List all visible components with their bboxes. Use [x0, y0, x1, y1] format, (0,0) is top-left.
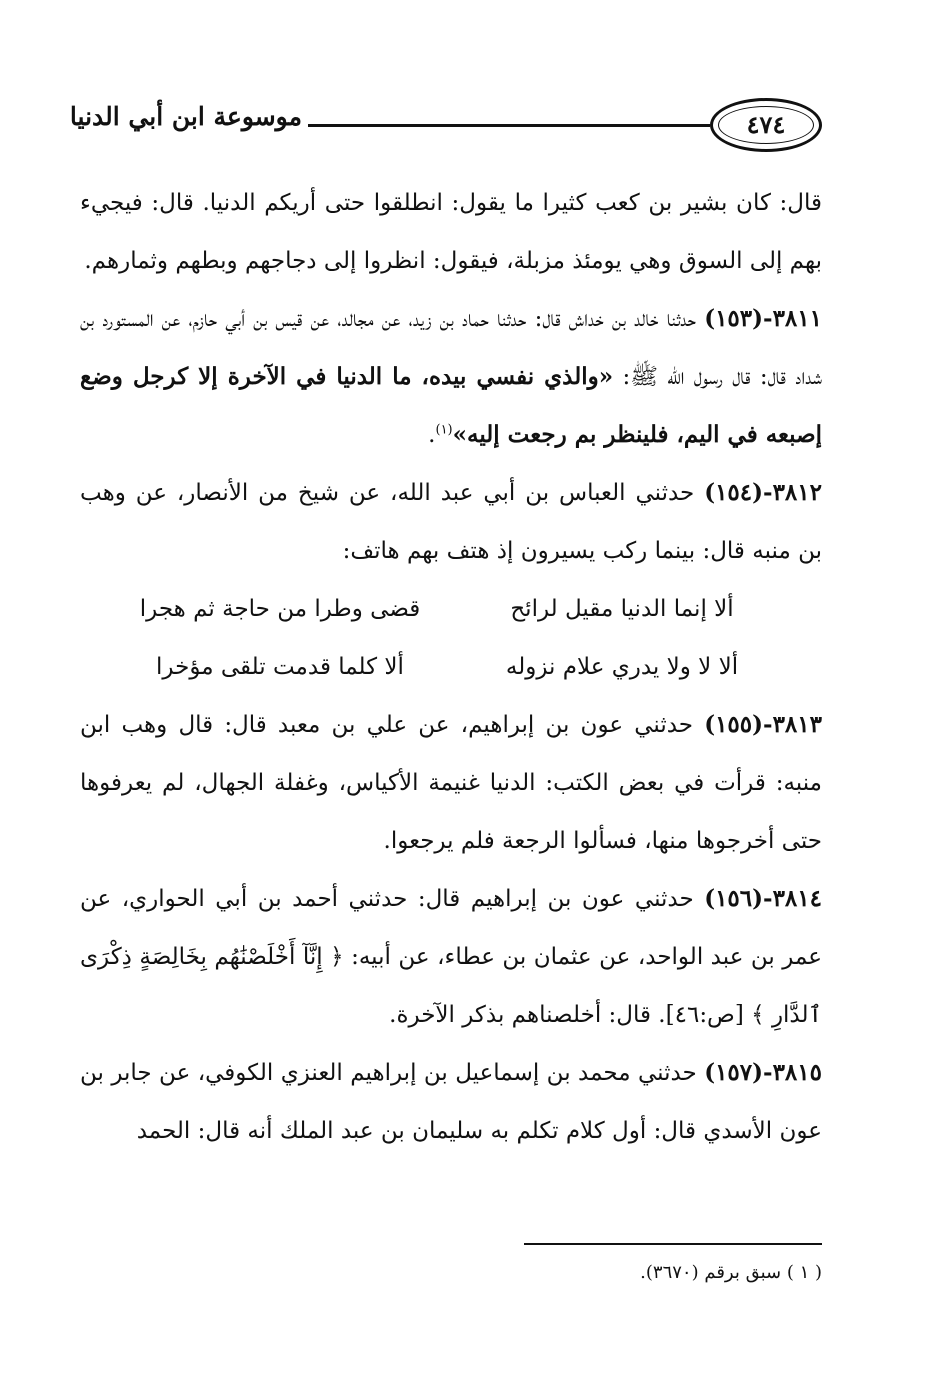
main-text [80, 174, 822, 1160]
page-header [69, 92, 822, 162]
hadith-matn: «والذي نفسي بيده، ما الدنيا في الآخرة إلا كرجل وضع إصبعه في اليم، فلينظر بم رجعت إليه» [80, 363, 822, 448]
hadith-3811 [80, 290, 822, 464]
poem-verse [80, 638, 822, 696]
hadith-number: ٣٨١٤-(١٥٦) [704, 885, 822, 912]
hadith-3813 [80, 696, 822, 870]
poem-hemistich-first: ألا إنما الدنيا مقيل لرائح [510, 596, 734, 622]
hadith-isnad: حدثنا خالد بن خداش قال: حدثنا حماد بن زيد، عن مجالد، عن قيس بن أبي حازم، عن المستورد بن شداد قال: قال رسول الله ﷺ: [80, 306, 822, 390]
page-number: ٤٧٤ [746, 110, 786, 139]
hadith-3814 [80, 870, 822, 1044]
poem-hemistich-second: قضى وطرا من حاجة ثم هجرا [139, 596, 421, 622]
footnote-reference[interactable]: (١) [435, 422, 453, 438]
footnote-separator [524, 1243, 822, 1245]
sentence-end: . [428, 422, 436, 448]
hadith-3815 [80, 1044, 822, 1160]
hadith-3812 [80, 464, 822, 580]
hadith-number: ٣٨١٢-(١٥٤) [704, 479, 822, 506]
paragraph-continuation [80, 174, 822, 290]
footnote: ( ١ ) سبق برقم (٣٦٧٠). [640, 1262, 822, 1283]
page-number-frame [710, 98, 822, 152]
paragraph-text: قال: كان بشير بن كعب كثيرا ما يقول: انطلقوا حتى أريكم الدنيا. قال: فيجيء بهم إلى السوق وهي يومئذ مزبلة، فيقول: انظروا إلى دجاجهم وبطهم وثمارهم. [80, 190, 822, 274]
hadith-number: ٣٨١٥-(١٥٧) [704, 1059, 822, 1086]
poem-hemistich-second: ألا كلما قدمت تلقى مؤخرا [156, 654, 404, 680]
poem-verse [80, 580, 822, 638]
book-title: موسوعة ابن أبي الدنيا [69, 102, 302, 131]
hadith-number: ٣٨١٣-(١٥٥) [704, 711, 822, 738]
poem [80, 580, 822, 696]
hadith-text: حدثني محمد بن إسماعيل بن إبراهيم العنزي الكوفي، عن جابر بن عون الأسدي قال: أول كلام تكلم به سليمان بن عبد الملك أنه قال: الحمد [80, 1060, 822, 1144]
hadith-number: ٣٨١١-(١٥٣) [704, 305, 822, 332]
hadith-text: حدثني العباس بن أبي عبد الله، عن شيخ من الأنصار، عن وهب بن منبه قال: بينما ركب يسيرون إذ هتف بهم هاتف: [80, 480, 822, 564]
header-rule [308, 124, 710, 127]
hadith-text: حدثني عون بن إبراهيم قال: حدثني أحمد بن أبي الحواري، عن عمر بن عبد الواحد، عن عثمان بن عطاء، عن أبيه: ﴿ إِنَّآ أَخْلَصْنَٰهُم بِخَالِصَةٍ ذِكْرَى ٱلدَّارِ ﴾ [ص:٤٦]. قال: أخلصناهم بذكر الآخرة. [80, 886, 822, 1028]
hadith-text: حدثني عون بن إبراهيم، عن علي بن معبد قال: قال وهب ابن منبه: قرأت في بعض الكتب: الدنيا غنيمة الأكياس، وغفلة الجهال، لم يعرفوها حتى أخرجوها منها، فسألوا الرجعة فلم يرجعوا. [80, 712, 822, 854]
poem-hemistich-first: ألا لا ولا يدري علام نزوله [505, 654, 739, 680]
